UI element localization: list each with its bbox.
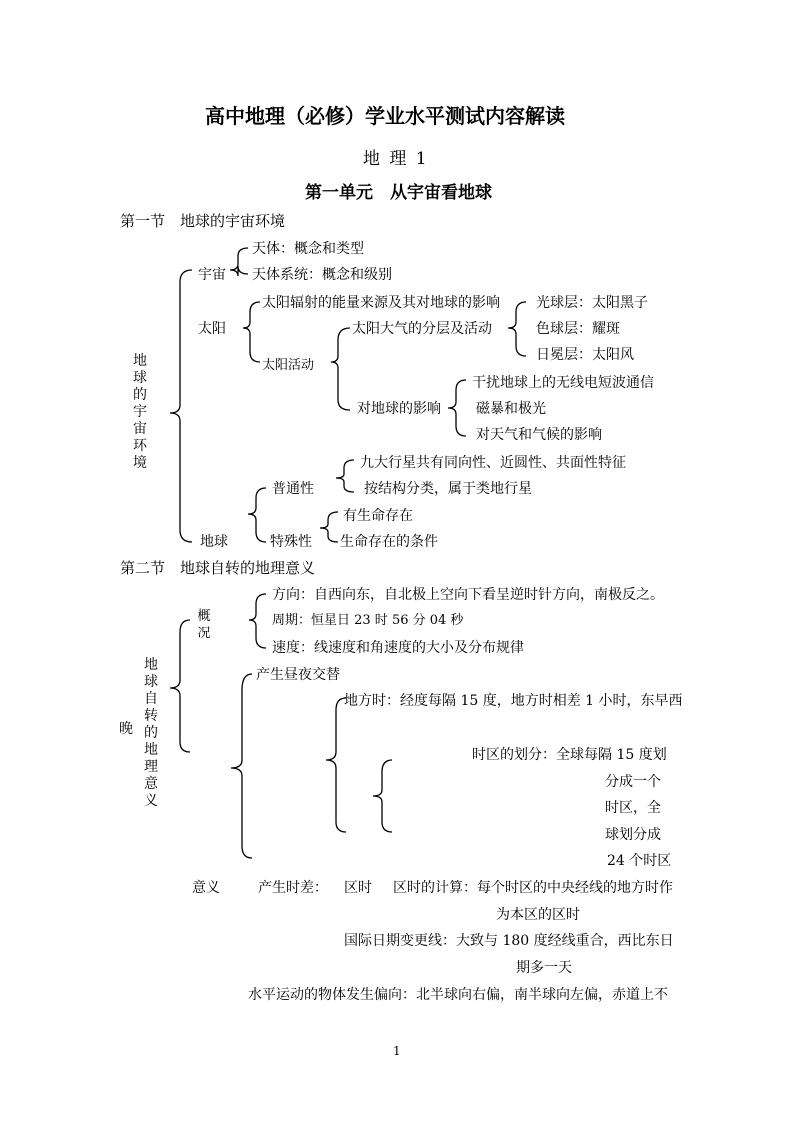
brace <box>326 698 346 832</box>
brace <box>331 328 350 410</box>
time-zone-line: 分成一个 <box>605 774 661 790</box>
brace <box>448 380 466 436</box>
earth-common: 九大行星共有同向性、近圆性、共面性特征 <box>360 455 626 471</box>
zone-calc: 为本区的区时 <box>496 907 580 923</box>
brace <box>249 594 266 648</box>
universe-item: 天体：概念和类型 <box>252 241 364 257</box>
section2-root-label: 地球自转的地理意义 <box>144 657 158 809</box>
overview-item: 方向：自西向东，自北极上空向下看呈逆时针方向，南极反之。 <box>272 587 664 603</box>
deflection: 水平运动的物体发生偏向：北半球向右偏，南半球向左偏，赤道上不 <box>248 987 668 1003</box>
earth-special: 有生命存在 <box>343 508 413 524</box>
brace <box>248 488 266 542</box>
brace <box>170 620 190 752</box>
sun-layer: 日冕层：太阳风 <box>536 347 634 363</box>
date-line: 国际日期变更线：大致与 180 度经线重合，西比东日 <box>344 933 674 949</box>
zone-calc: 区时的计算：每个时区的中央经线的地方时作 <box>393 880 673 896</box>
day-night: 产生昼夜交替 <box>256 667 340 683</box>
stray-char: 晚 <box>119 721 133 737</box>
brace <box>243 302 260 362</box>
unit-heading: 第一单元 从宇宙看地球 <box>305 183 492 203</box>
earth-common: 按结构分类，属于类地行星 <box>364 481 532 497</box>
subtitle: 地 理 1 <box>363 149 429 169</box>
sun-layer: 色球层：耀斑 <box>536 321 620 337</box>
universe-label: 宇宙 <box>198 267 226 283</box>
earth-special-label: 特殊性 <box>270 534 312 550</box>
time-zone-line: 24 个时区 <box>607 853 672 869</box>
overview-item: 周期：恒星日 23 时 56 分 04 秒 <box>272 613 464 628</box>
time-zone-line: 时区的划分：全球每隔 15 度划 <box>472 747 667 763</box>
sun-impact: 干扰地球上的无线电短波通信 <box>472 375 654 391</box>
date-line: 期多一天 <box>516 960 572 976</box>
sun-activity-label: 太阳活动 <box>262 358 315 373</box>
sun-layer: 光球层：太阳黑子 <box>536 295 648 311</box>
brace <box>373 760 392 832</box>
section-heading-2: 第二节 地球自转的地理意义 <box>120 559 316 577</box>
zone-time-label: 区时 <box>344 880 372 896</box>
section-heading-1: 第一节 地球的宇宙环境 <box>120 212 286 230</box>
page-title: 高中地理（必修）学业水平测试内容解读 <box>205 104 565 128</box>
earth-label: 地球 <box>200 534 228 550</box>
sun-impact: 对天气和气候的影响 <box>476 427 602 443</box>
brace <box>336 460 354 492</box>
brace <box>230 248 248 276</box>
universe-item: 天体系统：概念和级别 <box>252 267 392 283</box>
sun-label: 太阳 <box>198 321 226 337</box>
overview-label: 概况 <box>197 609 211 641</box>
earth-special: 生命存在的条件 <box>340 534 438 550</box>
time-diff-label: 产生时差： <box>258 880 328 896</box>
page-number: 1 <box>393 1044 401 1058</box>
brace <box>508 302 526 356</box>
local-time: 地方时：经度每隔 15 度，地方时相差 1 小时，东早西 <box>344 693 683 709</box>
brace <box>170 270 192 542</box>
earth-common-label: 普通性 <box>272 481 314 497</box>
time-zone-line: 时区，全 <box>605 800 661 816</box>
time-zone-line: 球划分成 <box>605 827 661 843</box>
sun-impact-label: 对地球的影响 <box>357 401 441 417</box>
section1-root-label: 地球的宇宙环境 <box>133 353 147 471</box>
sun-impact: 磁暴和极光 <box>476 401 546 417</box>
brace <box>231 674 252 858</box>
sun-atmosphere: 太阳大气的分层及活动 <box>352 321 492 337</box>
meaning-label: 意义 <box>192 880 220 896</box>
brace <box>320 512 338 542</box>
sun-radiation: 太阳辐射的能量来源及其对地球的影响 <box>262 295 500 311</box>
overview-item: 速度：线速度和角速度的大小及分布规律 <box>272 640 524 656</box>
